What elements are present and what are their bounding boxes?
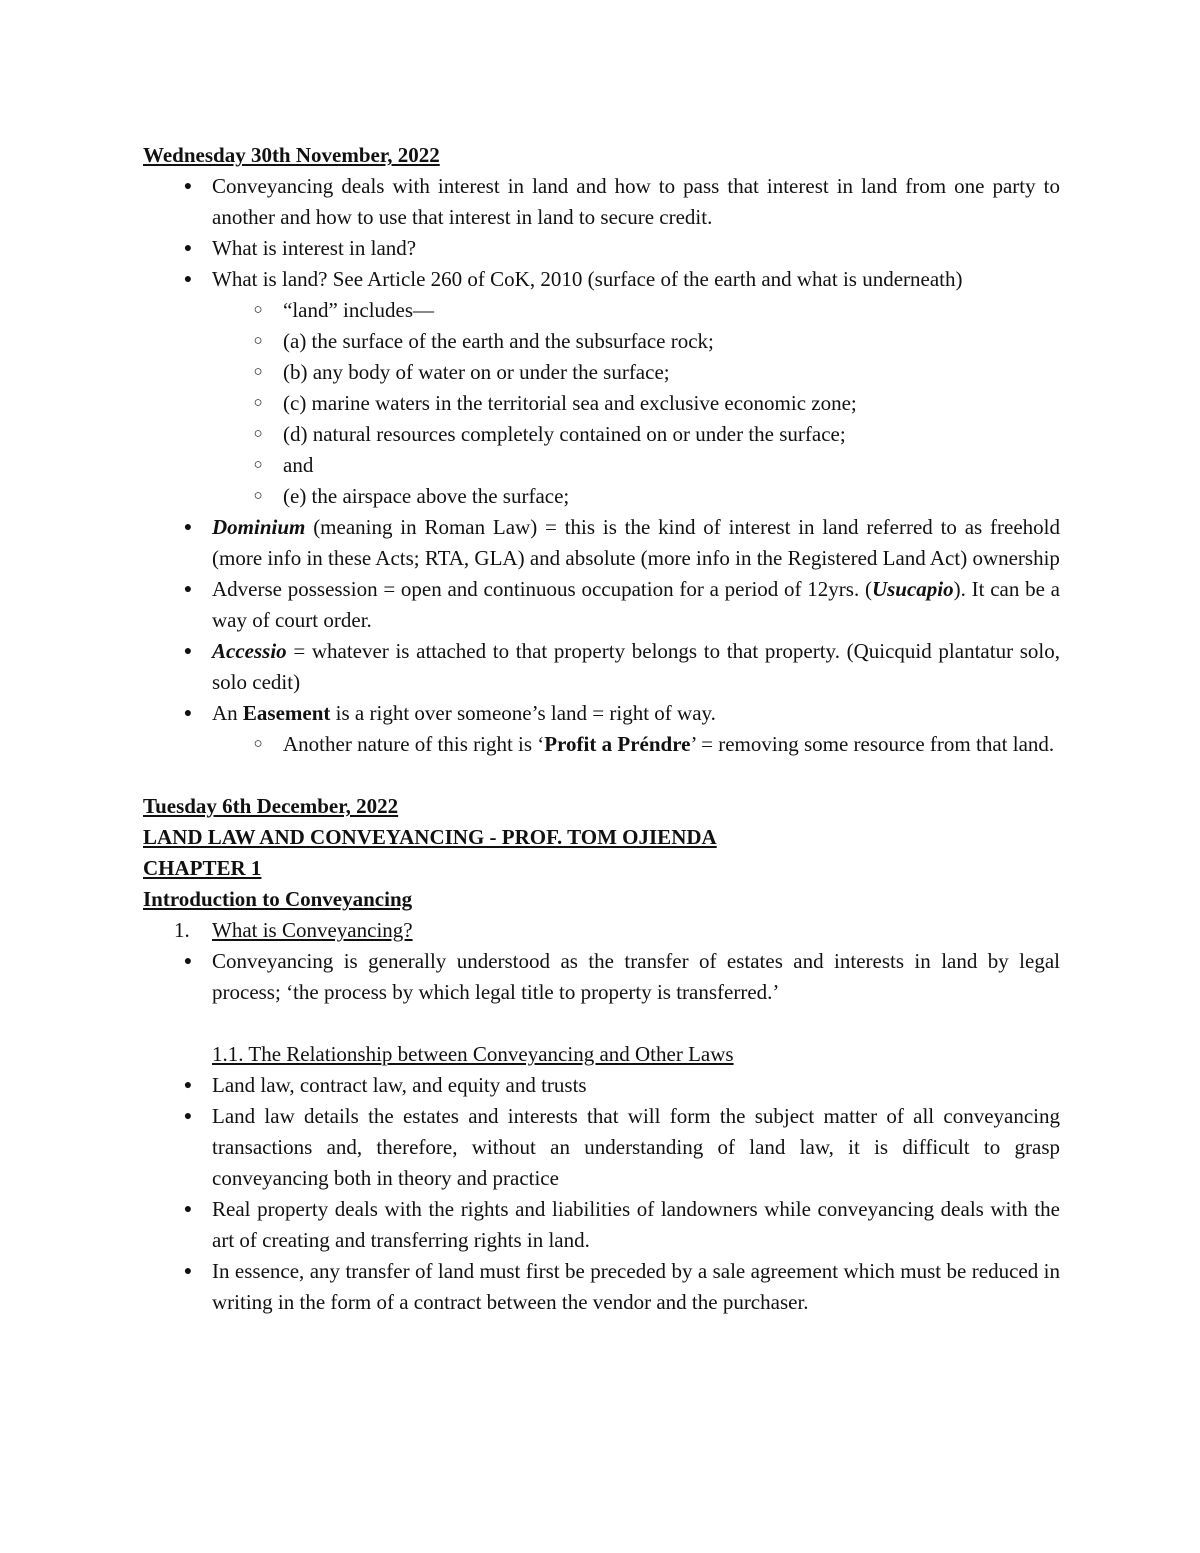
question-title: What is Conveyancing? — [212, 918, 413, 942]
term-accessio: Accessio — [212, 639, 287, 663]
bullet-icon: ● — [183, 1078, 193, 1093]
chapter-heading: CHAPTER 1 — [143, 856, 262, 880]
bullet-icon: ● — [183, 644, 193, 659]
list-item: ● Land law details the estates and interests that will form the subject matter of all conveyancing transactions and, therefore, without an understanding of land law, it is difficult to grasp conveyancing both in theory and practice — [143, 1101, 1060, 1194]
relationship-list — [143, 1070, 1060, 1318]
bullet-icon: ● — [183, 179, 193, 194]
bullet-icon: ● — [183, 582, 193, 597]
list-item: ● What is interest in land? — [143, 233, 1060, 264]
list-item: ● In essence, any transfer of land must first be preceded by a sale agreement which must be reduced in writing in the form of a contract between the vendor and the purchaser. — [143, 1256, 1060, 1318]
chapter-title: Introduction to Conveyancing — [143, 887, 413, 911]
circle-bullet-icon: ○ — [253, 364, 263, 380]
definition-list — [143, 946, 1060, 1008]
sub-list-item: ○ (d) natural resources completely contained on or under the surface; — [143, 419, 1060, 450]
bullet-icon: ● — [183, 954, 193, 969]
section2-list — [143, 915, 1060, 946]
numbered-item — [143, 915, 1060, 946]
circle-bullet-icon: ○ — [253, 395, 263, 411]
bullet-icon: ● — [183, 1109, 193, 1124]
list-item: ● Conveyancing is generally understood as the transfer of estates and interests in land by legal process; ‘the process by which legal title to property is transferred.’ — [143, 946, 1060, 1008]
term-easement: Easement — [242, 701, 331, 725]
sub-list-item: ○ “land” includes— — [143, 295, 1060, 326]
sub-list-item: ○ (e) the airspace above the surface; — [143, 481, 1060, 512]
bullet-icon: ● — [183, 241, 193, 256]
sub-list-item: ○ (b) any body of water on or under the surface; — [143, 357, 1060, 388]
date-heading-2: Tuesday 6th December, 2022 — [143, 794, 399, 818]
list-item-accessio: ● Accessio = whatever is attached to that property belongs to that property. (Quicquid plantatur solo, solo cedit) — [143, 636, 1060, 698]
date-heading-1: Wednesday 30th November, 2022 — [143, 143, 440, 167]
list-item: ● Conveyancing deals with interest in land and how to pass that interest in land from one party to another and how to use that interest in land to secure credit. — [143, 171, 1060, 233]
bullet-icon: ● — [183, 1264, 193, 1279]
item-number: 1. — [174, 918, 190, 942]
bullet-icon: ● — [183, 1202, 193, 1217]
term-profit-a-prendre: Profit a Préndre — [544, 732, 691, 756]
sub-list-item-profit: ○ Another nature of this right is ‘Profit a Préndre’ = removing some resource from that land. — [143, 729, 1060, 760]
circle-bullet-icon: ○ — [253, 736, 263, 752]
spacer — [143, 1008, 1060, 1039]
bullet-icon: ● — [183, 520, 193, 535]
term-usucapio: Usucapio — [871, 577, 954, 601]
subsection-title: 1.1. The Relationship between Conveyancing and Other Laws — [212, 1042, 734, 1066]
circle-bullet-icon: ○ — [253, 426, 263, 442]
term-dominium: Dominium — [212, 515, 306, 539]
section1-list — [143, 171, 1060, 760]
list-item: ● Land law, contract law, and equity and trusts — [143, 1070, 1060, 1101]
bullet-icon: ● — [183, 706, 193, 721]
list-item: ● What is land? See Article 260 of CoK, 2010 (surface of the earth and what is underneath) — [143, 264, 1060, 295]
sub-list-item: ○ (a) the surface of the earth and the subsurface rock; — [143, 326, 1060, 357]
course-heading: LAND LAW AND CONVEYANCING - PROF. TOM OJIENDA — [143, 825, 717, 849]
circle-bullet-icon: ○ — [253, 333, 263, 349]
circle-bullet-icon: ○ — [253, 488, 263, 504]
bullet-icon: ● — [183, 272, 193, 287]
spacer — [143, 760, 1060, 791]
list-item-dominium: ● Dominium (meaning in Roman Law) = this is the kind of interest in land referred to as freehold (more info in these Acts; RTA, GLA) and absolute (more info in the Registered Land Act) ownership — [143, 512, 1060, 574]
sub-list-item: ○ and — [143, 450, 1060, 481]
list-item-adverse-possession: ● Adverse possession = open and continuous occupation for a period of 12yrs. (Usucapio). It can be a way of court order. — [143, 574, 1060, 636]
sub-list-item: ○ (c) marine waters in the territorial sea and exclusive economic zone; — [143, 388, 1060, 419]
circle-bullet-icon: ○ — [253, 457, 263, 473]
list-item-easement: ● An Easement is a right over someone’s land = right of way. — [143, 698, 1060, 729]
circle-bullet-icon: ○ — [253, 302, 263, 318]
list-item: ● Real property deals with the rights and liabilities of landowners while conveyancing deals with the art of creating and transferring rights in land. — [143, 1194, 1060, 1256]
